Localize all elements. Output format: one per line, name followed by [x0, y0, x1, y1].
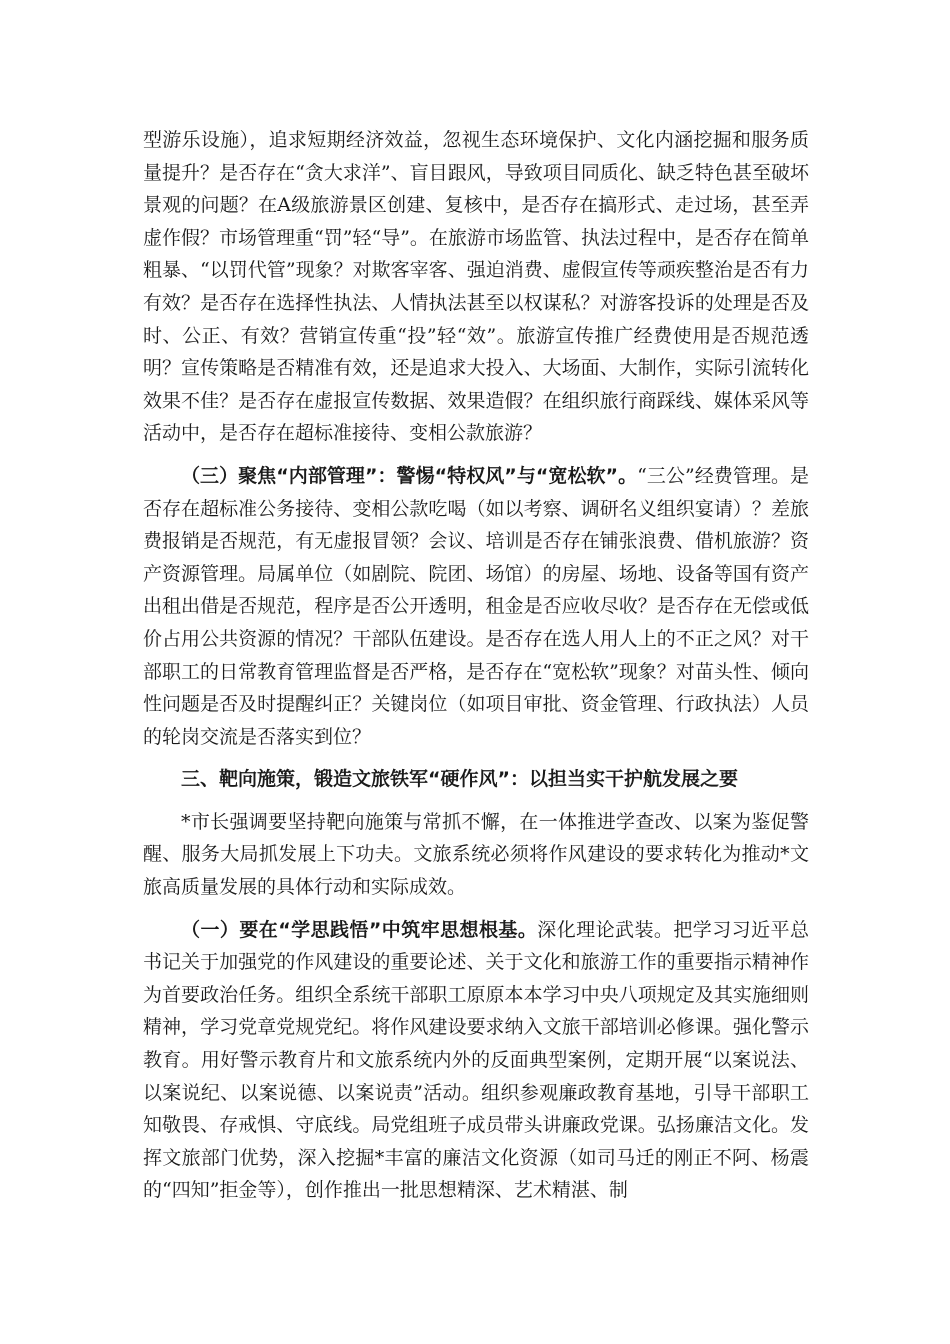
document-body: [143, 124, 809, 1207]
paragraph-study-practice: [143, 914, 809, 1207]
section-heading-study-practice: （一）要在“学思践悟”中筑牢思想根基。: [181, 918, 538, 941]
paragraph-study-practice-text: 深化理论武装。把学习习近平总书记关于加强党的作风建设的重要论述、关于文化和旅游工作的重要指示精神作为首要政治任务。组织全系统干部职工原原本本学习中央八项规定及其实施细则精神，学习党章党规党纪。将作风建设要求纳入文旅干部培训必修课。强化警示教育。用好警示教育片和文旅系统内外的反面典型案例，定期开展“以案说法、以案说纪、以案说德、以案说责”活动。组织参观廉政教育基地，引导干部职工知敬畏、存戒惧、守底线。局党组班子成员带头讲廉政党课。弘扬廉洁文化。发挥文旅部门优势，深入挖掘*丰富的廉洁文化资源（如司马迁的刚正不阿、杨震的“四知”拒金等），创作推出一批思想精深、艺术精湛、制: [143, 918, 809, 1202]
section-heading-3: 三、靶向施策，锻造文旅铁军“硬作风”：以担当实干护航发展之要: [181, 768, 738, 791]
paragraph-internal-management: [143, 460, 809, 753]
paragraph-mayor-emphasis: *市长强调要坚持靶向施策与常抓不懈，在一体推进学查改、以案为鉴促警醒、服务大局抓发展上下功夫。文旅系统必须将作风建设的要求转化为推动*文旅高质量发展的具体行动和实际成效。: [143, 810, 809, 899]
paragraph-market-management: 型游乐设施），追求短期经济效益，忽视生态环境保护、文化内涵挖掘和服务质量提升？是否存在“贪大求洋”、盲目跟风，导致项目同质化、缺乏特色甚至破坏景观的问题？在A级旅游景区创建、复核中，是否存在搞形式、走过场，甚至弄虚作假？市场管理重“罚”轻“导”。在旅游市场监管、执法过程中，是否存在简单粗暴、“以罚代管”现象？对欺客宰客、强迫消费、虚假宣传等顽疾整治是否有力有效？是否存在选择性执法、人情执法甚至以权谋私？对游客投诉的处理是否及时、公正、有效？营销宣传重“投”轻“效”。旅游宣传推广经费使用是否规范透明？宣传策略是否精准有效，还是追求大投入、大场面、大制作，实际引流转化效果不佳？是否存在虚报宣传数据、效果造假？在组织旅行商踩线、媒体采风等活动中，是否存在超标准接待、变相公款旅游？: [143, 129, 809, 445]
section-heading-internal-management: （三）聚焦“内部管理”：警惕“特权风”与“宽松软”。: [181, 464, 638, 487]
paragraph-internal-management-text: “三公”经费管理。是否存在超标准公务接待、变相公款吃喝（如以考察、调研名义组织宴请）？差旅费报销是否规范，有无虚报冒领？会议、培训是否存在铺张浪费、借机旅游？资产资源管理。局属单位（如剧院、院团、场馆）的房屋、场地、设备等国有资产出租出借是否规范，程序是否公开透明，租金是否应收尽收？是否存在无偿或低价占用公共资源的情况？干部队伍建设。是否存在选人用人上的不正之风？对干部职工的日常教育管理监督是否严格，是否存在“宽松软”现象？对苗头性、倾向性问题是否及时提醒纠正？关键岗位（如项目审批、资金管理、行政执法）人员的轮岗交流是否落实到位？: [143, 464, 809, 748]
